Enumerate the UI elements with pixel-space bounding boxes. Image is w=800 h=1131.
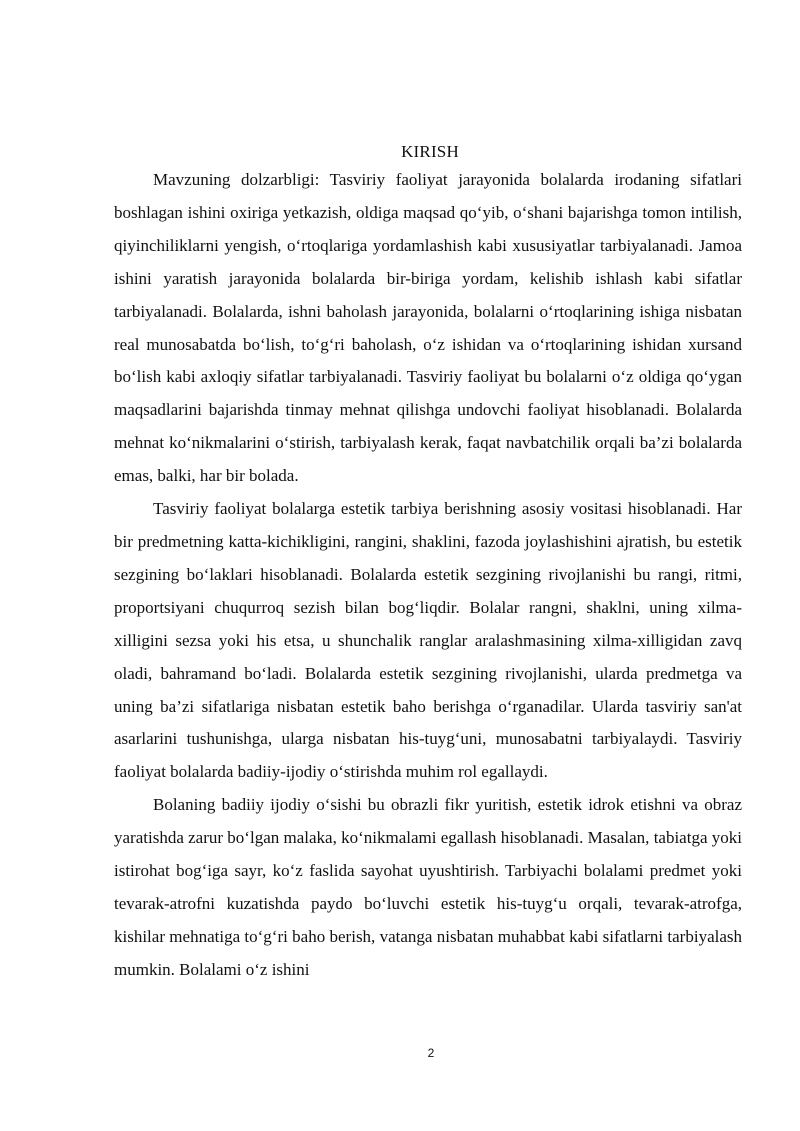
page-title: KIRISH bbox=[401, 142, 459, 161]
body-text bbox=[114, 164, 742, 987]
paragraph-2: Tasviriy faoliyat bolalarga estetik tarbiya berishning asosiy vositasi hisoblanadi. Har bir predmetning katta-kichikligini, rangini, shaklini, fazoda joylashishini ajratish, bu estetik sezgining bo‘laklari hisoblanadi. Bolalarda estetik sezgining rivojlanishi bu rangi, ritmi, proportsiyani chuqurroq sezish bilan bog‘liqdir. Bolalar rangni, shaklni, uning xilma-xilligini sezsa yoki his etsa, u shunchalik ranglar aralashmasining xilma-xilligidan zavq oladi, bahramand bo‘ladi. Bolalarda estetik sezgining rivojlanishi, ularda predmetga va uning ba’zi sifatlariga nisbatan estetik baho berishga o‘rganadilar. Ularda tasviriy san'at asarlarini tushunishga, ularga nisbatan his-tuyg‘uni, munosabatni tarbiyalaydi. Tasviriy faoliyat bolalarda badiiy-ijodiy o‘stirishda muhim rol egallaydi. bbox=[114, 499, 742, 782]
paragraph-1: Mavzuning dolzarbligi: Tasviriy faoliyat jarayonida bolalarda irodaning sifatlari boshlagan ishini oxiriga yetkazish, oldiga maqsad qo‘yib, o‘shani bajarishga tomon intilish, qiyinchiliklarni yengish, o‘rtoqlariga yordamlashish kabi xususiyatlar tarbiyalanadi. Jamoa ishini yaratish jarayonida bolalarda bir-biriga yordam, kelishib ishlash kabi sifatlar tarbiyalanadi. Bolalarda, ishni baholash jarayonida, bolalarni o‘rtoqlarining ishiga nisbatan real munosabatda bo‘lish, to‘g‘ri baholash, o‘z ishidan va o‘rtoqlarining ishidan xursand bo‘lish kabi axloqiy sifatlar tarbiyalanadi. Tasviriy faoliyat bu bolalarni o‘z oldiga qo‘ygan maqsadlarini bajarishda tinmay mehnat qilishga undovchi faoliyat hisoblanadi. Bolalarda mehnat ko‘nikmalarini o‘stirish, tarbiyalash kerak, faqat navbatchilik orqali ba’zi bolalarda emas, balki, har bir bolada. bbox=[114, 170, 742, 486]
page-number: 2 bbox=[427, 1046, 435, 1060]
paragraph-3: Bolaning badiiy ijodiy o‘sishi bu obrazli fikr yuritish, estetik idrok etishni va obraz yaratishda zarur bo‘lgan malaka, ko‘nikmalami egallash hisoblanadi. Masalan, tabiatga yoki istirohat bog‘iga sayr, ko‘z faslida sayohat uyushtirish. Tarbiyachi bolalami predmet yoki tevarak-atrofni kuzatishda paydo bo‘luvchi estetik his-tuyg‘u orqali, tevarak-atrofga, kishilar mehnatiga to‘g‘ri baho berish, vatanga nisbatan muhabbat kabi sifatlarni tarbiyalash mumkin. Bolalami o‘z ishini bbox=[114, 795, 742, 979]
